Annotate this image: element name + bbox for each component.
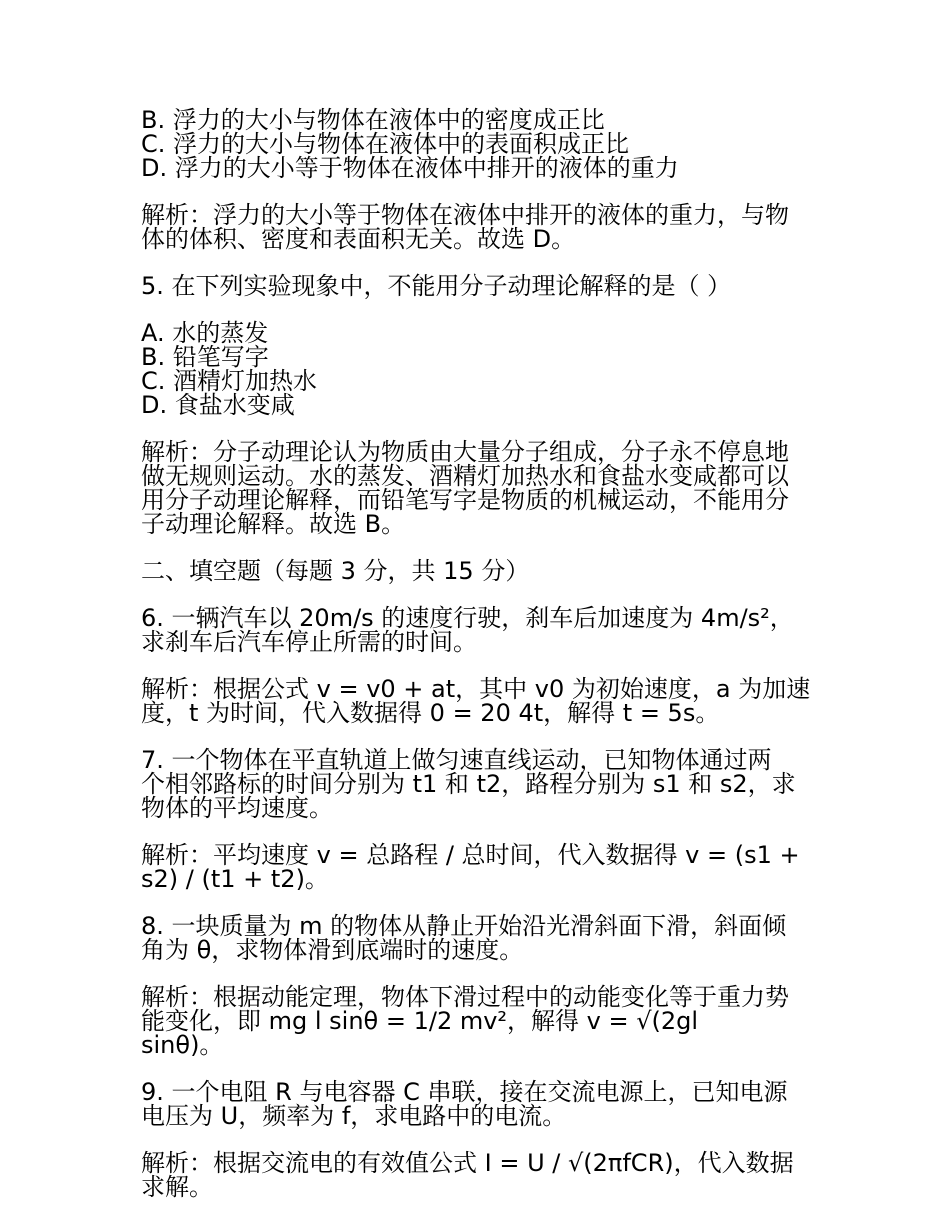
text-line: 5. 在下列实验现象中，不能用分子动理论解释的是（ ） — [141, 272, 732, 300]
text-line: 子动理论解释。故选 B。 — [141, 510, 406, 538]
text-paragraph — [141, 203, 813, 251]
text-line: s2) / (t1 + t2)。 — [141, 865, 329, 893]
text-line: 物体的平均速度。 — [141, 794, 333, 822]
text-line: 8. 一块质量为 m 的物体从静止开始沿光滑斜面下滑，斜面倾 — [141, 912, 787, 940]
text-line: 解析：根据动能定理，物体下滑过程中的动能变化等于重力势 — [141, 983, 789, 1011]
text-line: 做无规则运动。水的蒸发、酒精灯加热水和食盐水变咸都可以 — [141, 462, 789, 490]
text-line: 二、填空题（每题 3 分，共 15 分） — [141, 557, 530, 585]
text-line: 度，t 为时间，代入数据得 0 = 20 4t，解得 t = 5s。 — [141, 699, 720, 727]
text-line: 用分子动理论解释，而铅笔写字是物质的机械运动，不能用分 — [141, 486, 789, 514]
text-paragraph — [141, 914, 813, 962]
option-line: B. 浮力的大小与物体在液体中的密度成正比 — [141, 106, 605, 134]
text-paragraph — [141, 985, 813, 1057]
text-line: 解析：平均速度 v = 总路程 / 总时间，代入数据得 v = (s1 + — [141, 841, 800, 869]
option-line: C. 浮力的大小与物体在液体中的表面积成正比 — [141, 130, 630, 158]
text-paragraph — [141, 748, 813, 820]
text-line: 角为 θ，求物体滑到底端时的速度。 — [141, 936, 524, 964]
option-list — [141, 108, 813, 180]
text-paragraph — [141, 1080, 813, 1128]
text-line: 6. 一辆汽车以 20m/s 的速度行驶，刹车后加速度为 4m/s²， — [141, 604, 794, 632]
text-paragraph — [141, 274, 813, 298]
text-line: 个相邻路标的时间分别为 t1 和 t2，路程分别为 s1 和 s2，求 — [141, 770, 796, 798]
text-line: 解析：分子动理论认为物质由大量分子组成，分子永不停息地 — [141, 438, 789, 466]
text-line: 解析：根据公式 v = v0 + at，其中 v0 为初始速度，a 为加速 — [141, 675, 811, 703]
text-paragraph — [141, 440, 813, 536]
option-line: B. 铅笔写字 — [141, 343, 269, 371]
option-line: A. 水的蒸发 — [141, 319, 269, 347]
text-line: 解析：浮力的大小等于物体在液体中排开的液体的重力，与物 — [141, 201, 789, 229]
text-paragraph — [141, 606, 813, 654]
text-line: 7. 一个物体在平直轨道上做匀速直线运动，已知物体通过两 — [141, 746, 772, 774]
text-paragraph — [141, 1151, 813, 1199]
text-paragraph — [141, 843, 813, 891]
text-line: 能变化，即 mg l sinθ = 1/2 mv²，解得 v = √(2gl — [141, 1007, 699, 1035]
text-line: 电压为 U，频率为 f，求电路中的电流。 — [141, 1102, 567, 1130]
option-line: C. 酒精灯加热水 — [141, 367, 318, 395]
text-line: 求解。 — [141, 1173, 213, 1201]
text-paragraph — [141, 677, 813, 725]
text-paragraph — [141, 559, 813, 583]
text-line: 体的体积、密度和表面积无关。故选 D。 — [141, 225, 576, 253]
text-line: sinθ)。 — [141, 1031, 224, 1059]
text-line: 求刹车后汽车停止所需的时间。 — [141, 628, 477, 656]
document-body — [141, 108, 813, 1222]
text-line: 解析：根据交流电的有效值公式 I = U / √(2πfCR)，代入数据 — [141, 1149, 794, 1177]
option-list — [141, 321, 813, 417]
option-line: D. 食盐水变咸 — [141, 391, 295, 419]
text-line: 9. 一个电阻 R 与电容器 C 串联，接在交流电源上，已知电源 — [141, 1078, 788, 1106]
option-line: D. 浮力的大小等于物体在液体中排开的液体的重力 — [141, 154, 679, 182]
